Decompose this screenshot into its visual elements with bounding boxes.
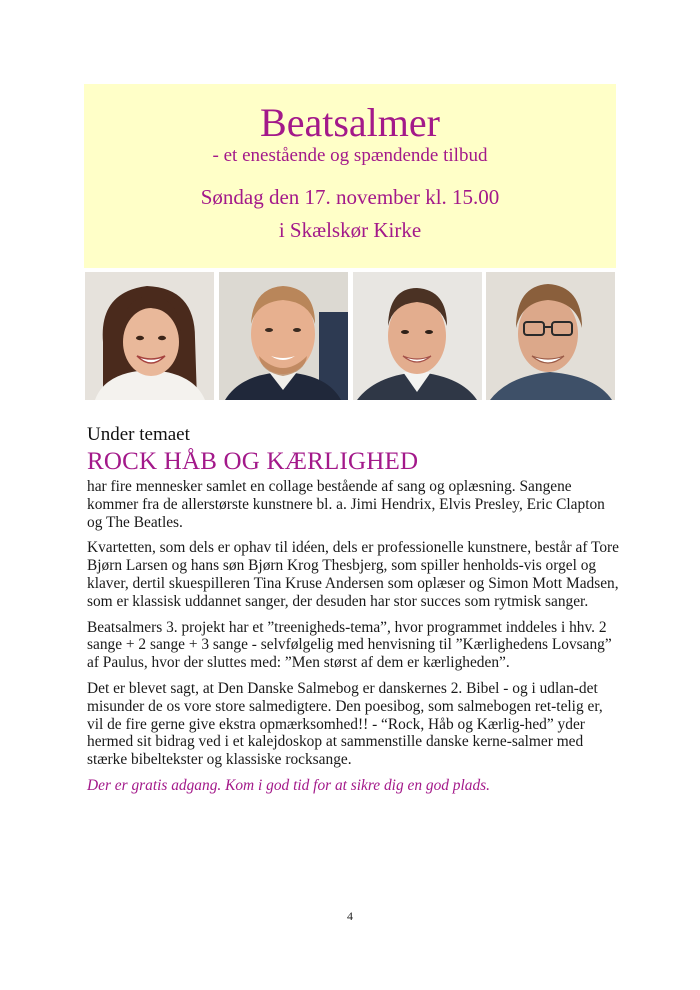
header-box — [84, 84, 616, 268]
admission-note: Der er gratis adgang. Kom i god tid for at sikre dig en god plads. — [87, 776, 491, 794]
paragraph: har fire mennesker samlet en collage bestående af sang og oplæsning. Sangene kommer fra de allerstørste kunstnere bl. a. Jimi Hendrix, Elvis Presley, Eric Clapton og The Beatles. — [87, 478, 605, 531]
man-portrait-1 — [219, 272, 348, 400]
performer-photos — [85, 272, 615, 400]
article — [87, 424, 619, 795]
paragraph: Beatsalmers 3. projekt har et ”treenigheds-tema”, hvor programmet inddeles i hhv. 2 sange + 2 sange + 3 sange - selvfølgelig med henvisning til ”Kærlighedens Lovsang” af Paulus, hvor der sluttes med: ”Men størst af dem er kærligheden”. — [87, 618, 612, 672]
page-subtitle: - et enestående og spændende tilbud — [212, 145, 488, 166]
theme-heading: ROCK HÅB OG KÆRLIGHED — [87, 448, 419, 475]
page-title: Beatsalmer — [260, 100, 440, 145]
event-venue: i Skælskør Kirke — [278, 218, 422, 242]
paragraph: Kvartetten, som dels er ophav til idéen, dels er professionelle kunstnere, består af Tore Bjørn Larsen og hans søn Bjørn Krog Thesbjerg, som spiller henholds-vis orgel og klaver, dertil skuespilleren Tina Kruse Andersen som oplæser og Simon Mott Madsen, som er klassisk uddannet sanger, der desuden har stor succes som rytmisk sanger. — [87, 539, 620, 610]
theme-intro: Under temaet — [87, 424, 190, 445]
event-date: Søndag den 17. november kl. 15.00 — [200, 185, 500, 209]
man-portrait-glasses — [486, 272, 615, 400]
man-portrait-2 — [353, 272, 482, 400]
woman-portrait — [85, 272, 214, 400]
page-number: 4 — [347, 909, 353, 923]
paragraph: Det er blevet sagt, at Den Danske Salmebog er danskernes 2. Bibel - og i udlan-det misunder de os vore store salmedigtere. Den poesibog, som salmebogen ret-telig er, vil de fire gerne give ekstra opmærksomhed!! - “Rock, Håb og Kærlig-hed” yder hermed sit bidrag ved i et kalejdoskop at sammenstille danske kerne-salmer med stærke bibeltekster og klassiske rocksange. — [87, 679, 603, 769]
